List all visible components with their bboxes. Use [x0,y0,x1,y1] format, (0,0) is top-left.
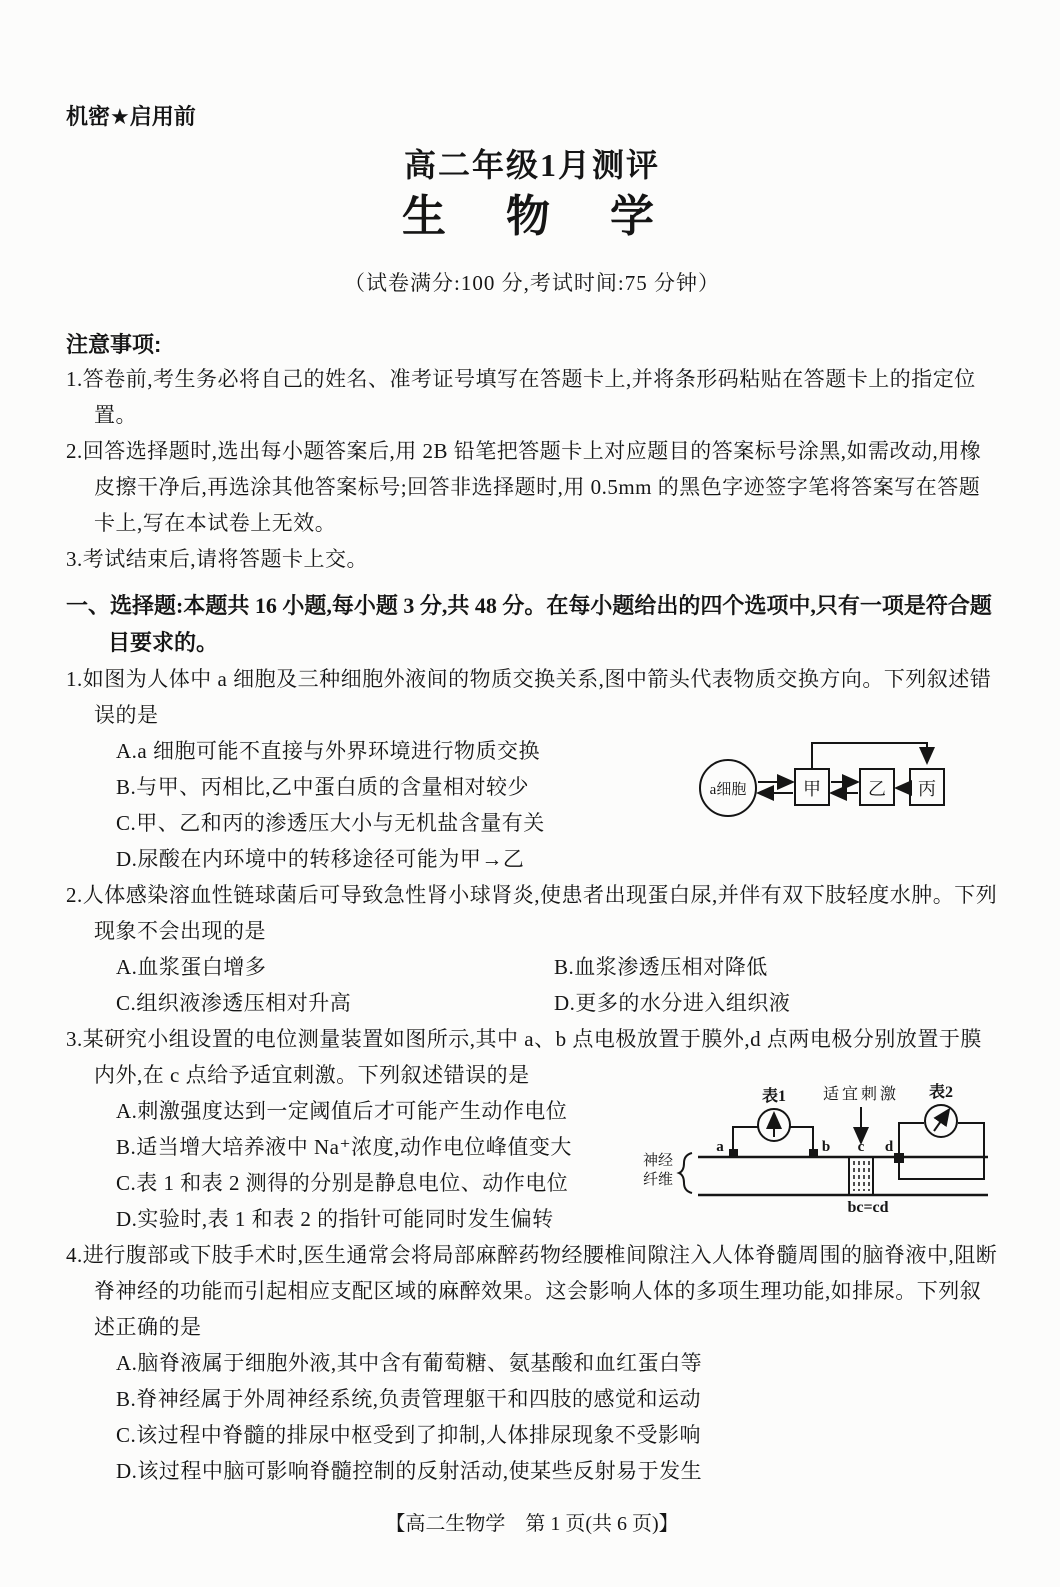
q4-option-a: A.脑脊液属于细胞外液,其中含有葡萄糖、氨基酸和血红蛋白等 [116,1351,703,1375]
question-4 [66,1237,998,1489]
nerve-fiber-label-line1: 神经 [642,1153,674,1169]
q2-option-c: C.组织液渗透压相对升高 [116,991,352,1015]
q2-option-d: D.更多的水分进入组织液 [554,991,791,1015]
meter1-wire-left [733,1127,758,1149]
q3-option-b: B.适当增大培养液中 Na⁺浓度,动作电位峰值变大 [116,1135,572,1159]
classification-label: 机密★启用前 [66,104,196,129]
notice-item-1: 1.答卷前,考生务必将自己的姓名、准考证号填写在答题卡上,并将条形码粘贴在答题卡上的指定位置。 [66,367,976,427]
point-d-label: d [884,1139,894,1155]
electrode-d [894,1153,904,1163]
q1-option-d: D.尿酸在内环境中的转移途径可能为甲→乙 [116,847,525,871]
notice-heading: 注意事项: [66,332,162,357]
stimulus-label: 适宜刺激 [822,1086,900,1103]
meter2-label: 表2 [928,1084,954,1101]
q2-option-b: B.血浆渗透压相对降低 [554,955,768,979]
q1-figure-svg [696,727,946,829]
point-c-label: c [857,1139,865,1155]
question-3-number: 3. [66,1027,83,1051]
q3-option-a: A.刺激强度达到一定阈值后才可能产生动作电位 [116,1099,568,1123]
question-2 [66,877,998,1021]
electrode-b [809,1149,818,1158]
q2-option-a: A.血浆蛋白增多 [116,955,267,979]
exam-header [66,143,998,297]
question-2-stem: 2.人体感染溶血性链球菌后可导致急性肾小球肾炎,使患者出现蛋白尿,并伴有双下肢轻度水肿。下列现象不会出现的是 [66,883,998,943]
section-heading: 一、选择题:本题共 16 小题,每小题 3 分,共 48 分。在每小题给出的四个选项中,只有一项是符合题目要求的。 [66,593,992,655]
question-4-stem: 4.进行腹部或下肢手术时,医生通常会将局部麻醉药物经腰椎间隙注入人体脊髓周围的脑脊液中,阻断脊神经的功能而引起相应支配区域的麻醉效果。这会影响人体的多项生理功能,如排尿。下列叙述正确的是 [66,1243,998,1339]
point-b-label: b [821,1139,831,1155]
exam-title: 高二年级1月测评 [403,147,660,183]
question-2-options [116,949,998,1021]
cell-a-label: a细胞 [709,782,747,798]
q3-figure-svg [636,1081,1004,1215]
box-yi-label: 乙 [868,779,886,799]
q1-option-b: B.与甲、丙相比,乙中蛋白质的含量相对较少 [116,775,530,799]
question-4-options [116,1345,998,1489]
question-2-number: 2. [66,883,83,907]
exam-meta: （试卷满分:100 分,考试时间:75 分钟） [344,271,720,295]
q4-option-c: C.该过程中脊髓的排尿中枢受到了抑制,人体排尿现象不受影响 [116,1423,702,1447]
q4-option-d: D.该过程中脑可影响脊髓控制的反射活动,使某些反射易于发生 [116,1459,703,1483]
question-3 [66,1021,998,1237]
meter1-label: 表1 [761,1088,787,1105]
q3-option-c: C.表 1 和表 2 测得的分别是静息电位、动作电位 [116,1171,569,1195]
q1-option-c: C.甲、乙和丙的渗透压大小与无机盐含量有关 [116,811,545,835]
nerve-fiber-label-line2: 纤维 [642,1172,674,1188]
q1-figure [696,727,946,834]
question-3-stem: 3.某研究小组设置的电位测量装置如图所示,其中 a、b 点电极放置于膜外,d 点两电极分别放置于膜内外,在 c 点给予适宜刺激。下列叙述错误的是 [66,1027,982,1087]
notice-item-3: 3.考试结束后,请将答题卡上交。 [66,547,368,571]
page-footer: 【高二生物学 第 1 页(共 6 页)】 [385,1513,679,1535]
q1-option-a: A.a 细胞可能不直接与外界环境进行物质交换 [116,739,540,763]
box-bing-label: 丙 [918,779,936,799]
box-jia-label: 甲 [803,779,821,799]
q3-option-d: D.实验时,表 1 和表 2 的指针可能同时发生偏转 [116,1207,554,1231]
q4-option-b: B.脊神经属于外周神经系统,负责管理躯干和四肢的感觉和运动 [116,1387,702,1411]
meter1-wire-right [790,1127,813,1149]
q3-figure [636,1081,1004,1220]
point-a-label: a [716,1139,724,1155]
bc-cd-note: bc=cd [847,1199,889,1215]
question-1-number: 1. [66,667,83,691]
question-4-number: 4. [66,1243,83,1267]
question-1-stem: 1.如图为人体中 a 细胞及三种细胞外液间的物质交换关系,图中箭头代表物质交换方向。下列叙述错误的是 [66,667,992,727]
nerve-fiber-brace [679,1153,692,1193]
notice-item-2: 2.回答选择题时,选出每小题答案后,用 2B 铅笔把答题卡上对应题目的答案标号涂黑,如需改动,用橡皮擦干净后,再选涂其他答案标号;回答非选择题时,用 0.5mm 的黑色字迹签字笔将答案写在答题卡上,写在本试卷上无效。 [66,439,982,535]
arrow-jia-to-bing [812,743,927,769]
meter2-wire-top [899,1123,924,1153]
question-1 [66,661,998,877]
subject-title: 生 物 学 [402,192,662,241]
electrode-a [729,1149,738,1158]
